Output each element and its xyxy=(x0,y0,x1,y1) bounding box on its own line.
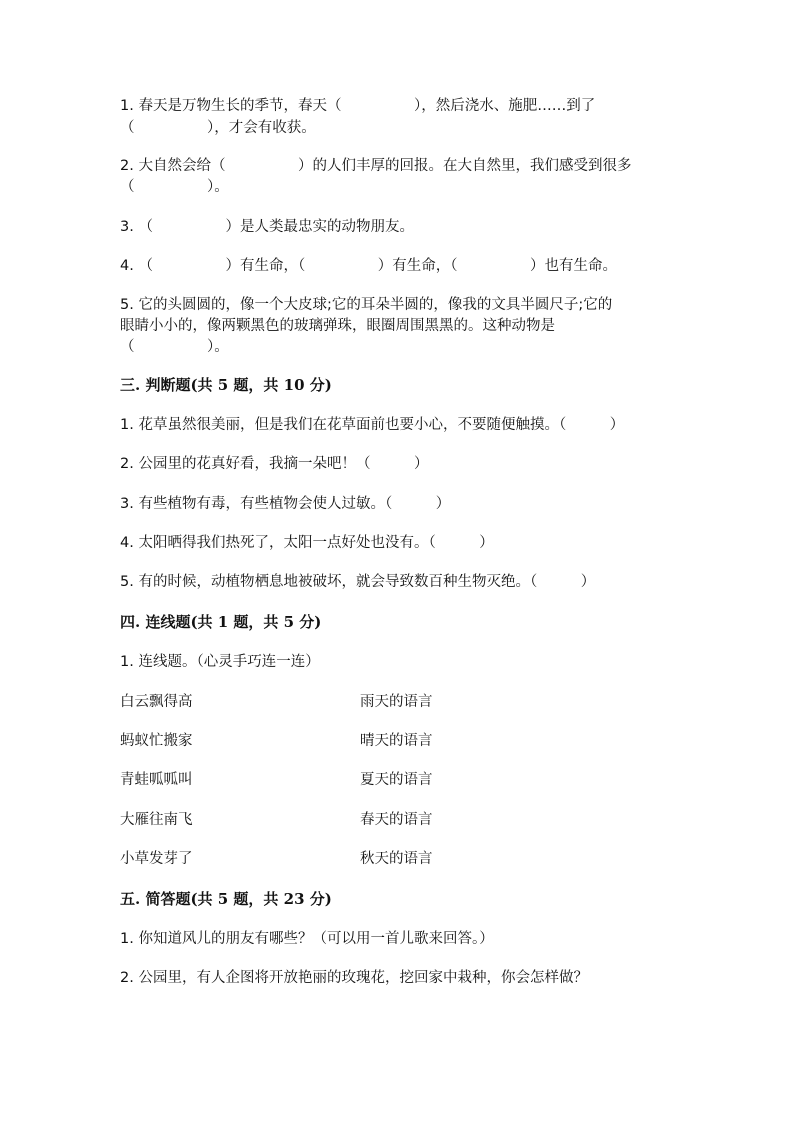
fill-in-q3: 3. （ ）是人类最忠实的动物朋友。 xyxy=(120,219,414,235)
match-left-item: 大雁往南飞 xyxy=(120,812,193,828)
match-left-item: 蚂蚁忙搬家 xyxy=(120,733,193,749)
match-left-item: 小草发芽了 xyxy=(120,851,193,867)
match-right-item: 夏天的语言 xyxy=(360,772,433,788)
fill-in-q2-line2: （ ）。 xyxy=(120,179,229,195)
match-right-item: 春天的语言 xyxy=(360,812,433,828)
fill-in-q5-line2: 眼睛小小的，像两颗黑色的玻璃弹珠，眼圈周围黑黑的。这种动物是 xyxy=(120,318,555,334)
fill-in-q2-line1: 2. 大自然会给（ ）的人们丰厚的回报。在大自然里，我们感受到很多 xyxy=(120,158,632,174)
section3-title: 三. 判断题(共 5 题，共 10 分) xyxy=(120,376,332,394)
fill-in-q1-line1: 1. 春天是万物生长的季节，春天（ ），然后浇水、施肥……到了 xyxy=(120,98,596,114)
match-left-item: 青蛙呱呱叫 xyxy=(120,772,193,788)
fill-in-q1-line2: （ ），才会有收获。 xyxy=(120,120,316,136)
judge-q1: 1. 花草虽然很美丽，但是我们在花草面前也要小心，不要随便触摸。（ ） xyxy=(120,417,625,433)
section4-title: 四. 连线题(共 1 题，共 5 分) xyxy=(120,613,322,631)
short-answer-q1: 1. 你知道风儿的朋友有哪些？（可以用一首儿歌来回答。） xyxy=(120,931,494,947)
fill-in-q5-line3: （ ）。 xyxy=(120,339,229,355)
match-right-item: 秋天的语言 xyxy=(360,851,433,867)
matching-question: 1. 连线题。（心灵手巧连一连） xyxy=(120,654,320,670)
match-right-item: 雨天的语言 xyxy=(360,694,433,710)
match-right-item: 晴天的语言 xyxy=(360,733,433,749)
match-left-item: 白云飘得高 xyxy=(120,694,193,710)
judge-q5: 5. 有的时候，动植物栖息地被破坏，就会导致数百种生物灭绝。（ ） xyxy=(120,574,596,590)
judge-q3: 3. 有些植物有毒，有些植物会使人过敏。（ ） xyxy=(120,496,451,512)
short-answer-q2: 2. 公园里，有人企图将开放艳丽的玫瑰花，挖回家中栽种，你会怎样做？ xyxy=(120,970,588,986)
section5-title: 五. 简答题(共 5 题，共 23 分) xyxy=(120,890,332,908)
judge-q4: 4. 太阳晒得我们热死了，太阳一点好处也没有。（ ） xyxy=(120,535,494,551)
fill-in-q5-line1: 5. 它的头圆圆的，像一个大皮球;它的耳朵半圆的，像我的文具半圆尺子;它的 xyxy=(120,297,613,313)
fill-in-q4: 4. （ ）有生命，（ ）有生命，（ ）也有生命。 xyxy=(120,258,617,274)
judge-q2: 2. 公园里的花真好看，我摘一朵吧！（ ） xyxy=(120,456,429,472)
